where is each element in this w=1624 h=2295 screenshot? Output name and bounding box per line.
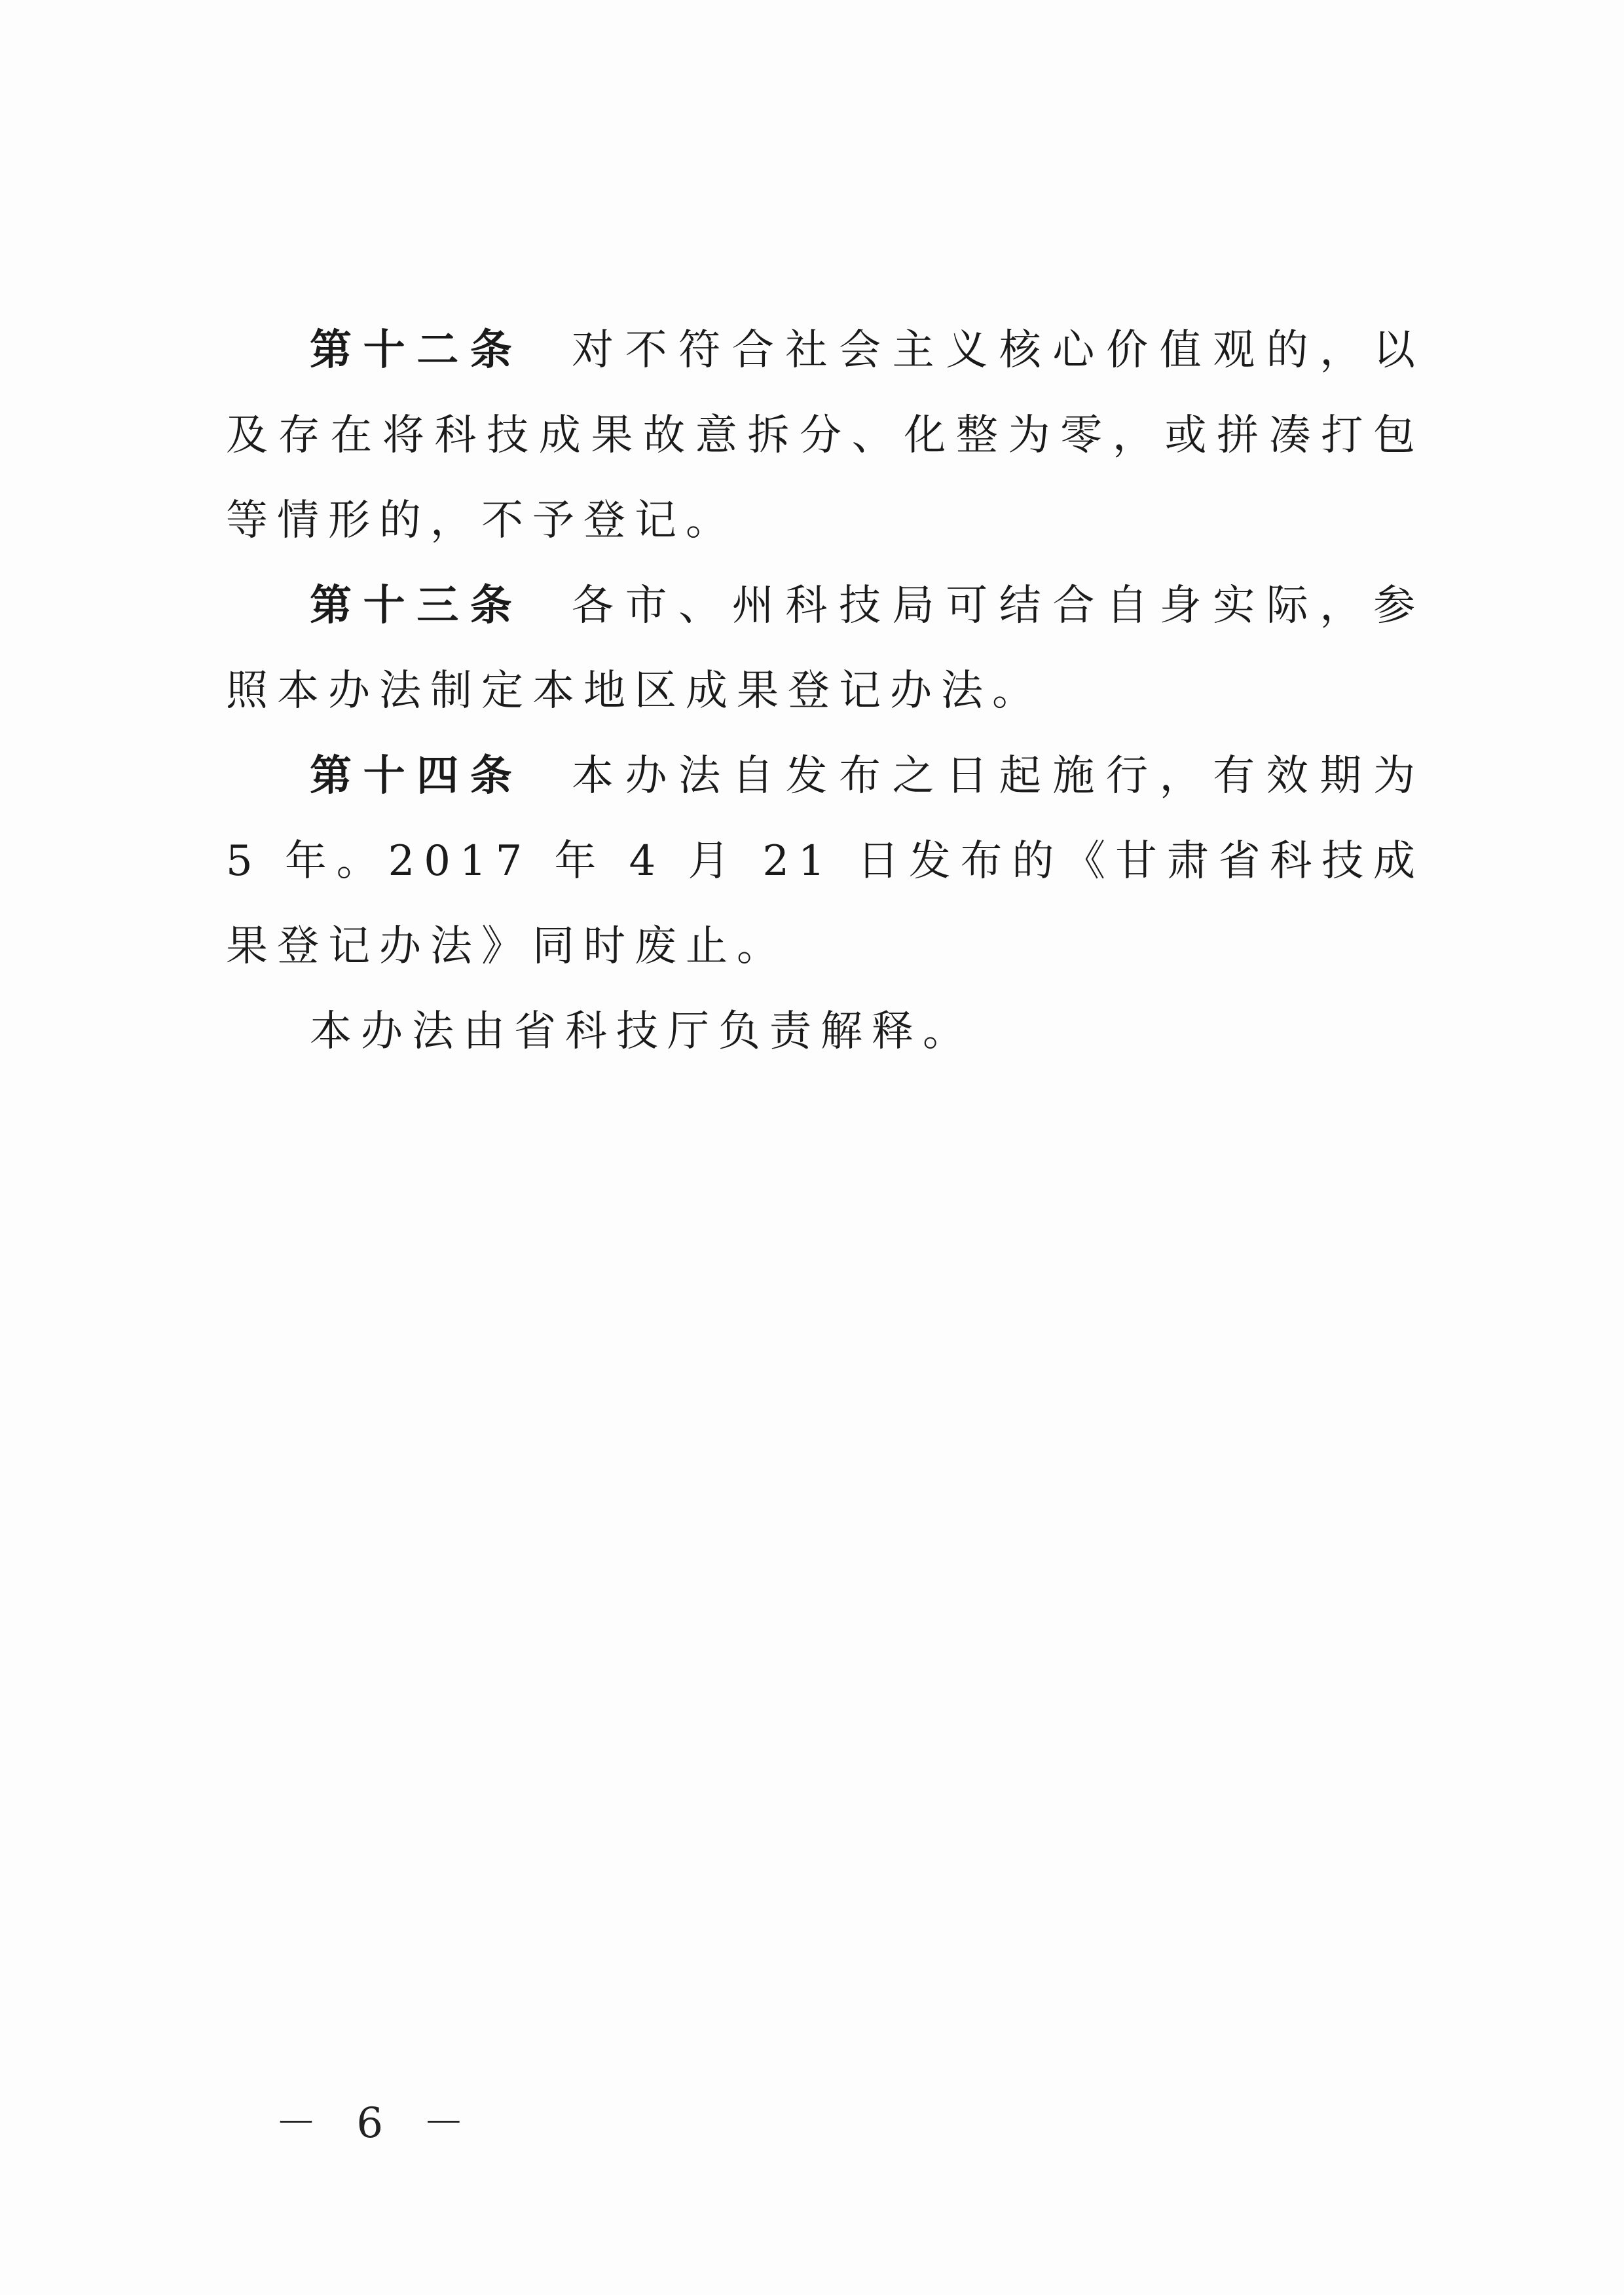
article-12-number: 第十二条 (310, 326, 524, 375)
page-number: － 6 － (275, 2099, 478, 2148)
article-14 (226, 734, 1424, 989)
article-12-text: 对不符合社会主义核心价值观的，以及存在将科技成果故意拆分、化整为零，或拼凑打包等情形的，不予登记。 (226, 326, 1425, 545)
article-14-number: 第十四条 (310, 752, 524, 800)
closing-paragraph: 本办法由省科技厅负责解释。 (310, 1007, 974, 1056)
article-13-number: 第十三条 (310, 582, 524, 630)
article-14-text: 本办法自发布之日起施行，有效期为 5 年。2017 年 4 月 21 日发布的《甘肃省科技成果登记办法》同时废止。 (226, 752, 1425, 971)
document-body (226, 308, 1424, 1074)
article-13 (226, 563, 1424, 734)
article-13-text: 各市、州科技局可结合自身实际，参照本办法制定本地区成果登记办法。 (226, 582, 1425, 715)
article-12 (226, 308, 1424, 563)
